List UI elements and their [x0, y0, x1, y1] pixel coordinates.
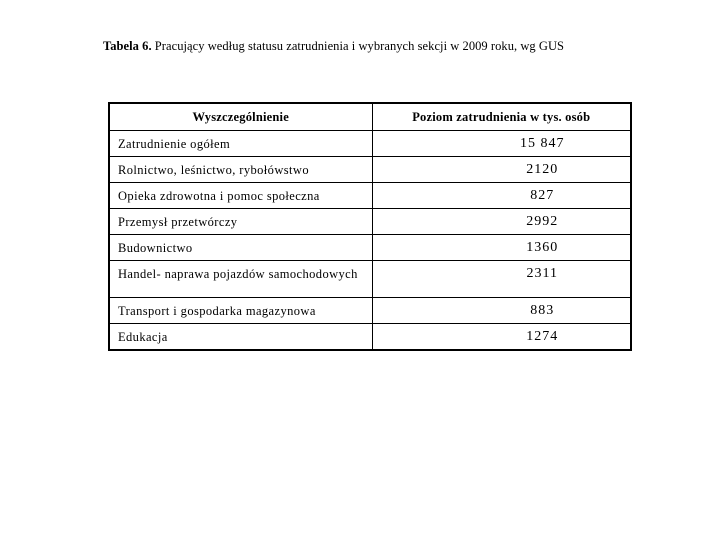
table-row [109, 324, 631, 350]
row-value: 883 [530, 303, 555, 318]
row-name: Budownictwo [109, 235, 372, 261]
employment-table [108, 102, 632, 351]
header-row [109, 103, 631, 131]
table-row [109, 157, 631, 183]
row-name: Handel- naprawa pojazdów samochodowych [109, 261, 372, 298]
caption-text: Pracujący według statusu zatrudnienia i wybranych sekcji w 2009 roku, wg GUS [151, 39, 565, 53]
row-value: 2311 [526, 266, 558, 281]
row-name: Przemysł przetwórczy [109, 209, 372, 235]
row-value: 15 847 [520, 136, 565, 151]
row-value: 827 [530, 188, 555, 203]
table-row [109, 261, 631, 298]
table-row [109, 209, 631, 235]
table-row [109, 235, 631, 261]
row-name: Rolnictwo, leśnictwo, rybołówstwo [109, 157, 372, 183]
row-value: 1360 [526, 240, 559, 255]
row-value: 1274 [526, 329, 559, 344]
table-row [109, 131, 631, 157]
header-employment-level: Poziom zatrudnienia w tys. osób [372, 103, 631, 131]
row-name: Edukacja [109, 324, 372, 350]
header-category: Wyszczególnienie [109, 103, 372, 131]
row-name: Opieka zdrowotna i pomoc społeczna [109, 183, 372, 209]
table-row [109, 183, 631, 209]
row-value: 2120 [526, 162, 559, 177]
caption-label: Tabela 6. [103, 39, 152, 53]
table-caption [103, 39, 564, 54]
row-value: 2992 [526, 214, 559, 229]
table-row [109, 298, 631, 324]
row-name: Zatrudnienie ogółem [109, 131, 372, 157]
row-name: Transport i gospodarka magazynowa [109, 298, 372, 324]
